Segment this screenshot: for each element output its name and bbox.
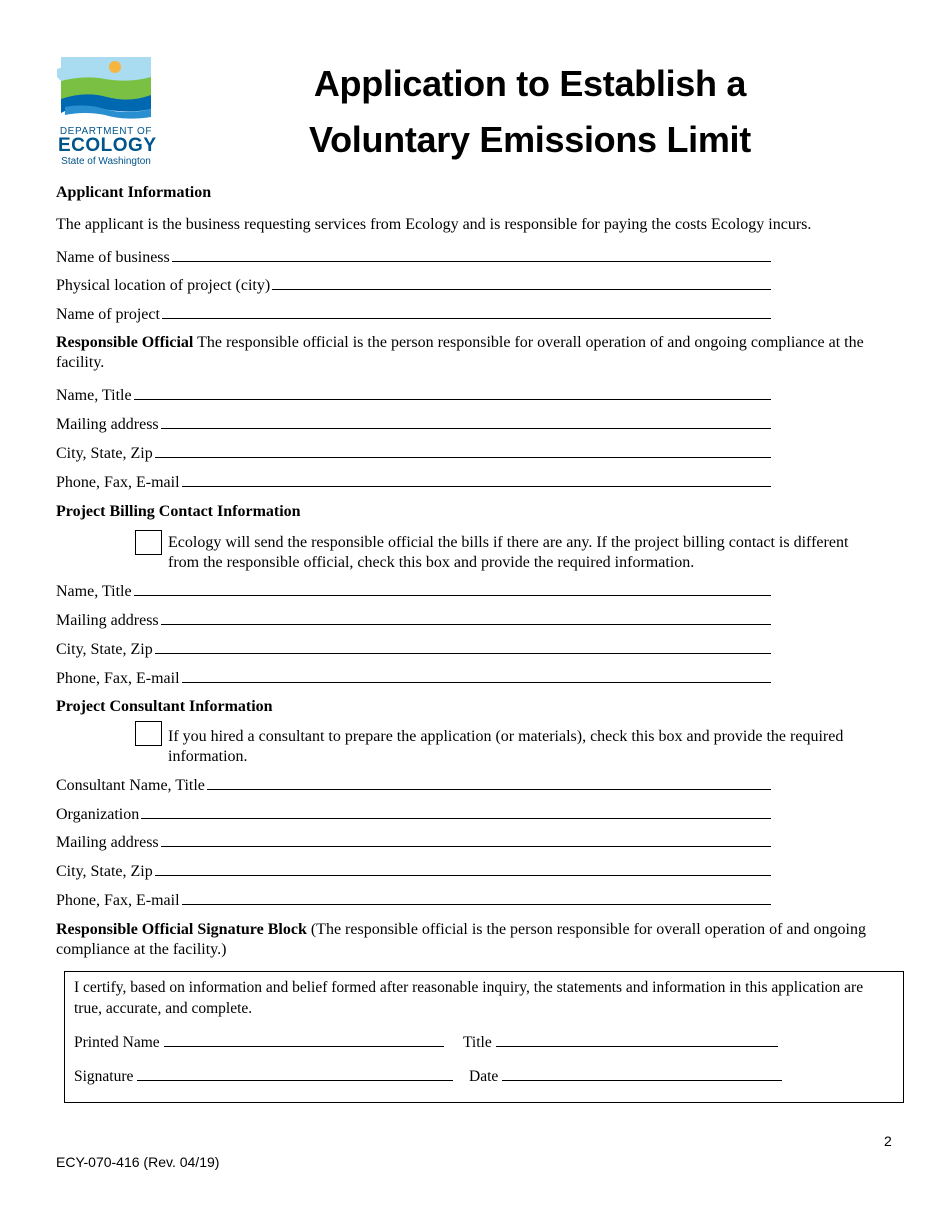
title-label: Title xyxy=(463,1034,492,1051)
consultant-checkbox-text: If you hired a consultant to prepare the application (or materials), check this box and provide the required information. xyxy=(168,728,844,765)
field-consultant-name xyxy=(56,775,771,795)
printed-name-row xyxy=(74,1032,444,1052)
consultant-name-input[interactable] xyxy=(207,775,771,790)
title-input[interactable] xyxy=(496,1032,778,1047)
billing-city-input[interactable] xyxy=(155,639,771,654)
signature-heading: Responsible Official Signature Block xyxy=(56,921,307,938)
consultant-checkbox[interactable] xyxy=(135,721,162,746)
consultant-address-input[interactable] xyxy=(161,832,771,847)
billing-address-input[interactable] xyxy=(161,610,771,625)
billing-heading: Project Billing Contact Information xyxy=(56,503,301,520)
field-consultant-phone xyxy=(56,890,771,910)
field-official-city xyxy=(56,443,771,463)
field-billing-city xyxy=(56,639,771,659)
title-row xyxy=(463,1032,778,1052)
ecology-logo xyxy=(55,55,155,170)
field-official-address xyxy=(56,414,771,434)
field-consultant-city xyxy=(56,861,771,881)
field-label: Organization xyxy=(56,806,140,823)
official-heading: Responsible Official xyxy=(56,334,194,351)
field-label: Name, Title xyxy=(56,583,132,600)
field-label: City, State, Zip xyxy=(56,863,153,880)
date-row xyxy=(469,1066,782,1086)
printed-name-input[interactable] xyxy=(164,1032,444,1047)
applicant-description: The applicant is the business requesting services from Ecology and is responsible for paying the costs Ecology incurs. xyxy=(56,216,812,233)
logo-text-ecology: ECOLOGY xyxy=(58,135,157,156)
business-name-input[interactable] xyxy=(172,247,771,262)
signature-row xyxy=(74,1066,453,1086)
field-project-location xyxy=(56,275,771,295)
field-label: Name of project xyxy=(56,306,160,323)
official-description: The responsible official is the person responsible for overall operation of and ongoing compliance at the facility. xyxy=(56,334,864,371)
applicant-heading: Applicant Information xyxy=(56,184,212,201)
billing-phone-input[interactable] xyxy=(182,668,771,683)
field-business-name xyxy=(56,247,771,267)
project-location-input[interactable] xyxy=(272,275,771,290)
form-id: ECY-070-416 (Rev. 04/19) xyxy=(56,1154,220,1170)
field-label: Phone, Fax, E-mail xyxy=(56,474,180,491)
logo-text-state: State of Washington xyxy=(61,156,151,167)
field-label: Phone, Fax, E-mail xyxy=(56,892,180,909)
field-label: City, State, Zip xyxy=(56,641,153,658)
page-title-line1: Application to Establish a xyxy=(313,63,747,104)
signature-input[interactable] xyxy=(137,1066,453,1081)
field-label: City, State, Zip xyxy=(56,445,153,462)
project-name-input[interactable] xyxy=(162,304,771,319)
billing-contact-checkbox[interactable] xyxy=(135,530,162,555)
printed-name-label: Printed Name xyxy=(74,1034,160,1051)
billing-name-input[interactable] xyxy=(134,581,771,596)
field-label: Phone, Fax, E-mail xyxy=(56,670,180,687)
field-consultant-address xyxy=(56,832,771,852)
official-section-intro xyxy=(56,333,901,373)
field-billing-address xyxy=(56,610,771,630)
field-official-name xyxy=(56,385,771,405)
official-city-input[interactable] xyxy=(155,443,771,458)
consultant-heading: Project Consultant Information xyxy=(56,698,273,715)
official-address-input[interactable] xyxy=(161,414,771,429)
field-official-phone xyxy=(56,472,771,492)
field-billing-name xyxy=(56,581,771,601)
page-number: 2 xyxy=(884,1133,892,1149)
page-title-line2: Voluntary Emissions Limit xyxy=(309,119,751,160)
field-label: Mailing address xyxy=(56,612,159,629)
certification-text: I certify, based on information and belief formed after reasonable inquiry, the statements and information in this application are true, accurate, and complete. xyxy=(74,979,864,1017)
field-project-name xyxy=(56,304,771,324)
logo-text-department: DEPARTMENT OF xyxy=(59,126,153,137)
field-consultant-organization xyxy=(56,804,771,824)
field-billing-phone xyxy=(56,668,771,688)
consultant-city-input[interactable] xyxy=(155,861,771,876)
signature-section-intro xyxy=(56,920,901,960)
field-label: Consultant Name, Title xyxy=(56,777,205,794)
field-label: Physical location of project (city) xyxy=(56,277,271,294)
consultant-phone-input[interactable] xyxy=(182,890,771,905)
ecology-logo-graphic xyxy=(55,55,155,130)
signature-box xyxy=(64,971,904,1103)
field-label: Mailing address xyxy=(56,416,159,433)
consultant-organization-input[interactable] xyxy=(141,804,771,819)
field-label: Mailing address xyxy=(56,834,159,851)
official-phone-input[interactable] xyxy=(182,472,771,487)
logo-sun xyxy=(109,61,121,73)
field-label: Name of business xyxy=(56,249,170,266)
official-name-input[interactable] xyxy=(134,385,771,400)
date-input[interactable] xyxy=(502,1066,782,1081)
signature-label: Signature xyxy=(74,1068,134,1085)
field-label: Name, Title xyxy=(56,387,132,404)
signature-description: (The responsible official is the person responsible for overall operation of and ongoing compliance at the facility.) xyxy=(56,921,866,958)
billing-checkbox-text: Ecology will send the responsible official the bills if there are any. If the project billing contact is different from the responsible official, check this box and provide the required information. xyxy=(168,534,849,571)
date-label: Date xyxy=(469,1068,499,1085)
